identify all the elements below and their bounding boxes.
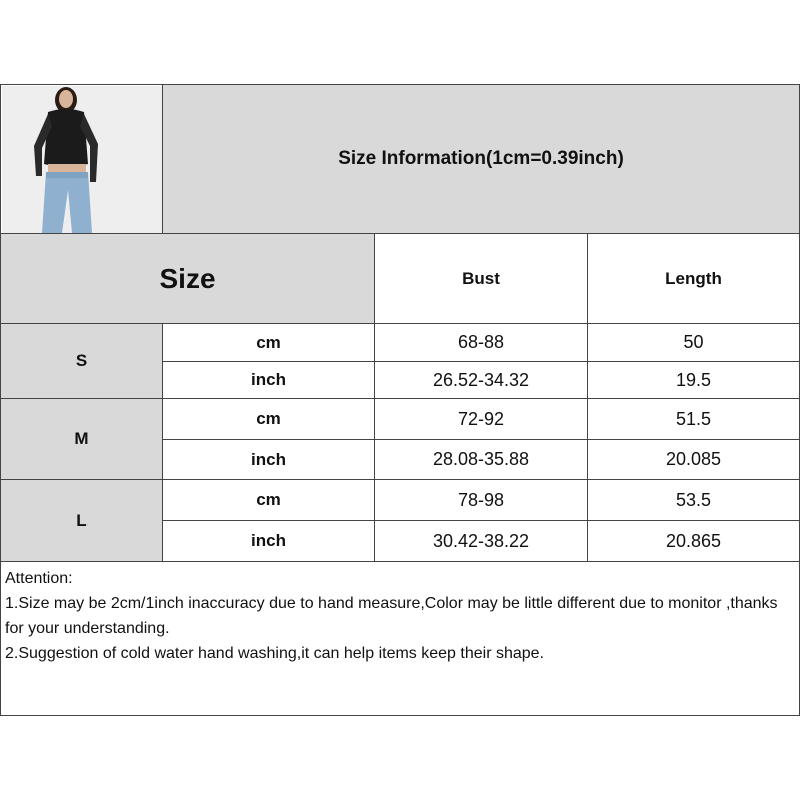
size-label-m: M — [0, 398, 163, 480]
length-value: 53.5 — [587, 479, 800, 521]
size-label-s: S — [0, 323, 163, 399]
length-value: 50 — [587, 323, 800, 362]
length-value: 20.085 — [587, 439, 800, 480]
column-header-bust: Bust — [374, 233, 588, 324]
bust-value: 72-92 — [374, 398, 588, 440]
length-value: 20.865 — [587, 520, 800, 562]
bust-value: 68-88 — [374, 323, 588, 362]
attention-line-2: 2.Suggestion of cold water hand washing,it can help items keep their shape. — [5, 645, 544, 662]
unit-cell: inch — [162, 520, 375, 562]
unit-cell: inch — [162, 439, 375, 480]
page-title: Size Information(1cm=0.39inch) — [338, 148, 624, 169]
unit-cell: cm — [162, 323, 375, 362]
title-cell — [162, 84, 800, 234]
photo-cell — [0, 84, 163, 234]
attention-heading: Attention: — [5, 570, 73, 587]
length-value: 19.5 — [587, 361, 800, 399]
bust-value: 30.42-38.22 — [374, 520, 588, 562]
length-value: 51.5 — [587, 398, 800, 440]
bust-value: 78-98 — [374, 479, 588, 521]
size-heading-cell — [0, 233, 375, 324]
size-label-l: L — [0, 479, 163, 562]
unit-cell: cm — [162, 398, 375, 440]
attention-line-1: 1.Size may be 2cm/1inch inaccuracy due to hand measure,Color may be little different due to monitor ,thanks for your understanding. — [5, 595, 778, 637]
attention-notes — [0, 561, 800, 716]
model-illustration-icon — [2, 86, 162, 233]
unit-cell: inch — [162, 361, 375, 399]
bust-value: 28.08-35.88 — [374, 439, 588, 480]
bust-value: 26.52-34.32 — [374, 361, 588, 399]
size-heading: Size — [159, 262, 216, 294]
unit-cell: cm — [162, 479, 375, 521]
size-chart — [0, 84, 800, 716]
model-photo — [2, 86, 162, 233]
column-header-length: Length — [587, 233, 800, 324]
